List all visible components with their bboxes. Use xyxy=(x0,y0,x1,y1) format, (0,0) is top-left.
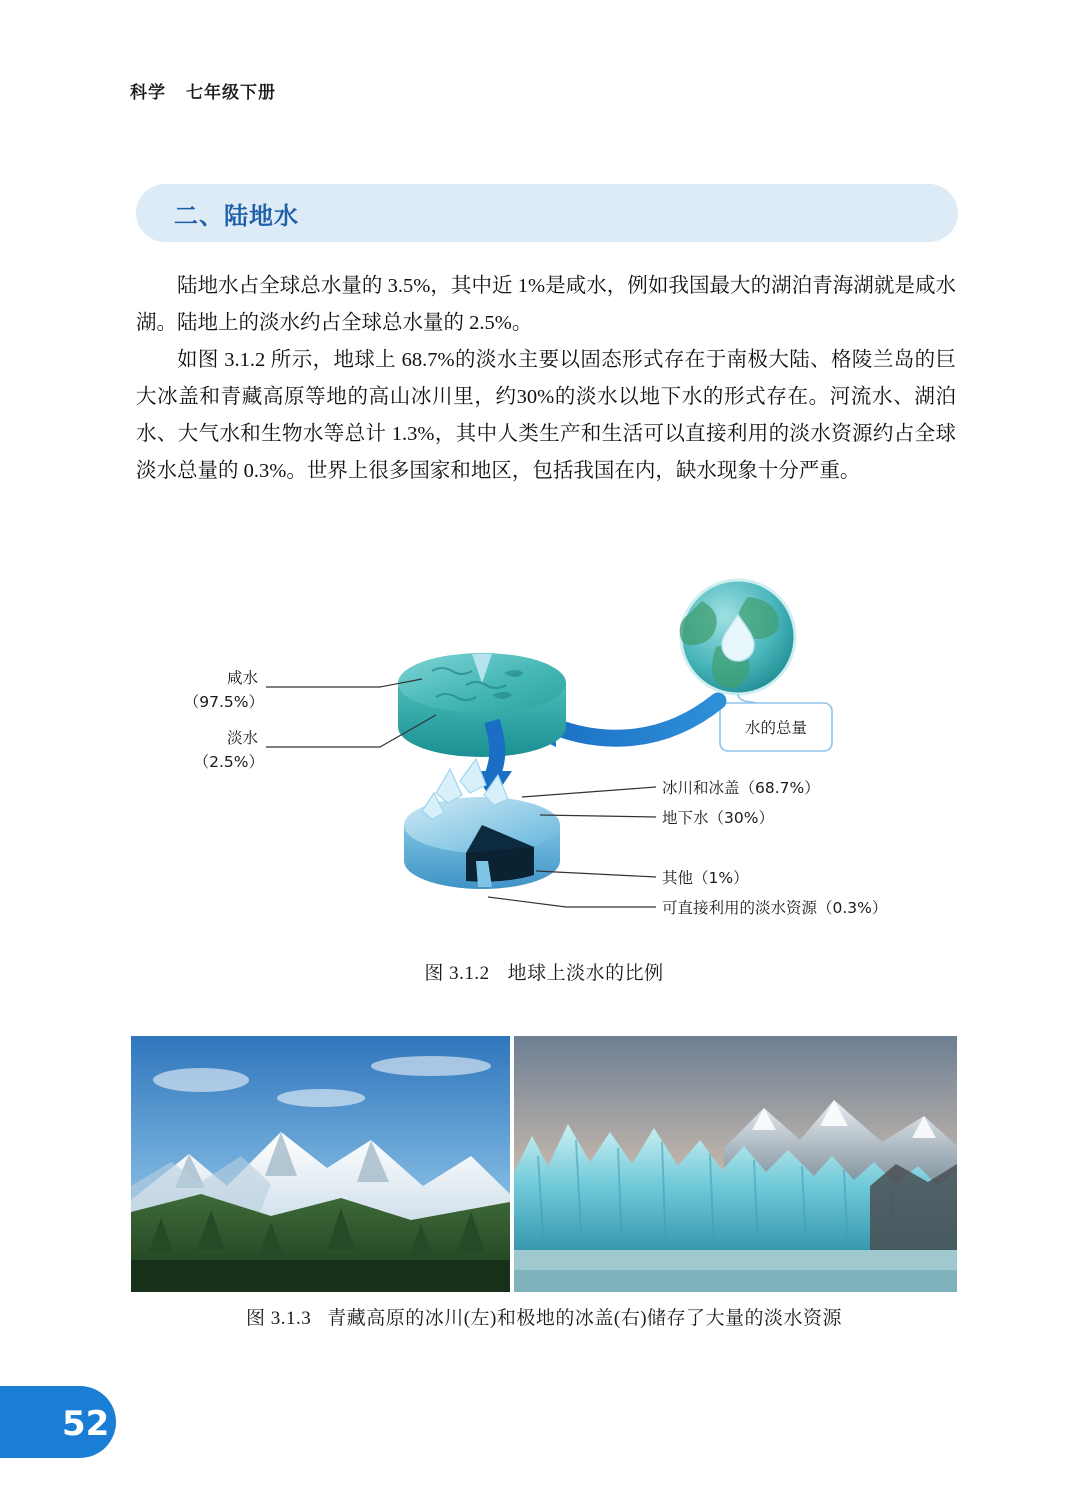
label-freshwater-value: （2.5%） xyxy=(193,753,264,771)
label-freshwater-name: 淡水 xyxy=(226,729,258,747)
label-other: 其他（1%） xyxy=(662,869,749,887)
globe-illustration xyxy=(680,580,795,694)
label-saltwater-value: （97.5%） xyxy=(183,693,264,711)
cylinder-total-water xyxy=(398,653,566,757)
caption-number-313: 图 3.1.3 xyxy=(245,1308,312,1329)
callout-label: 水的总量 xyxy=(744,719,808,737)
label-groundwater: 地下水（30%） xyxy=(662,809,774,827)
page-number: 52 xyxy=(62,1404,110,1444)
figure-3-1-2 xyxy=(136,575,956,945)
figure-3-1-2-caption xyxy=(0,958,1088,985)
caption-text-313: 青藏高原的冰川(左)和极地的冰盖(右)储存了大量的淡水资源 xyxy=(327,1308,843,1329)
figure-3-1-3-photos xyxy=(131,1036,957,1292)
label-usable: 可直接利用的淡水资源（0.3%） xyxy=(662,899,888,917)
running-head-subject: 科学 xyxy=(130,83,166,103)
photo-polar-ice-sheet xyxy=(514,1036,957,1292)
label-saltwater-name: 咸水 xyxy=(226,669,258,687)
figure-3-1-3-caption xyxy=(0,1303,1088,1330)
body-text xyxy=(136,268,956,490)
label-glacier: 冰川和冰盖（68.7%） xyxy=(662,779,820,797)
running-head xyxy=(130,78,276,103)
paragraph-2: 如图 3.1.2 所示，地球上 68.7%的淡水主要以固态形式存在于南极大陆、格陵兰岛的巨大冰盖和青藏高原等地的高山冰川里，约30%的淡水以地下水的形式存在。河流水、湖泊水、大气水和生物水等总计 1.3%，其中人类生产和生活可以直接利用的淡水资源约占全球淡水总量的 0.3%。世界上很多国家和地区，包括我国在内，缺水现象十分严重。 xyxy=(136,349,956,482)
paragraph-1: 陆地水占全球总水量的 3.5%，其中近 1%是咸水，例如我国最大的湖泊青海湖就是咸水湖。陆地上的淡水约占全球总水量的 2.5%。 xyxy=(136,275,956,334)
callout-water-total xyxy=(720,703,832,751)
caption-text-312: 地球上淡水的比例 xyxy=(507,963,664,984)
photo-tibetan-glacier xyxy=(131,1036,510,1292)
section-title: 二、陆地水 xyxy=(174,202,299,230)
caption-number-312: 图 3.1.2 xyxy=(424,963,490,984)
running-head-grade: 七年级下册 xyxy=(186,83,276,103)
pie-freshwater-composition xyxy=(404,759,560,889)
